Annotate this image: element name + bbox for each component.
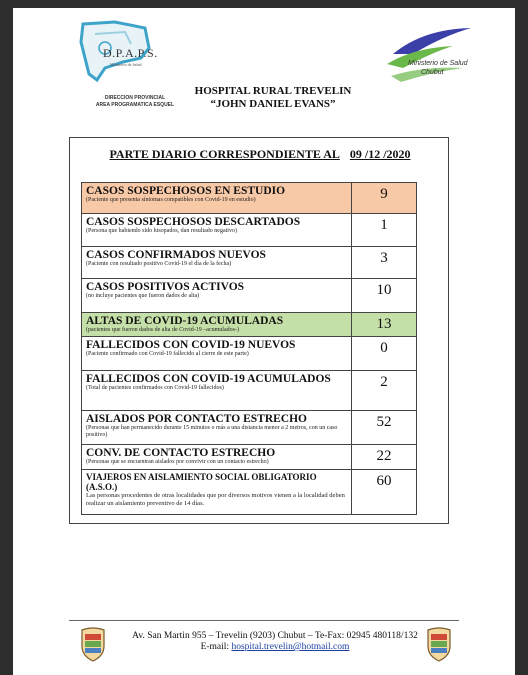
row-label: ALTAS DE COVID-19 ACUMULADAS [86,315,284,327]
ministerio-logo [383,24,473,84]
hospital-subname: “JOHN DANIEL EVANS” [210,98,336,110]
row-label: CASOS POSITIVOS ACTIVOS [86,281,245,293]
dpaps-caption-line2: AREA PROGRAMATICA ESQUEL [95,102,175,108]
row-value: 1 [380,217,388,233]
row-label-cell [82,183,352,213]
row-value: 22 [376,448,392,464]
row-label: CASOS SOSPECHOSOS DESCARTADOS [86,216,301,228]
row-value: 10 [376,282,392,298]
row-value: 0 [380,340,388,356]
row-label: CONV. DE CONTACTO ESTRECHO [86,447,276,459]
row-description: Las personas procedentes de otras localidades que por diversos motivos vienen a la localidad deben realizar un aislamiento preventivo de 14 días. [86,492,345,507]
row-description: (no incluye pacientes que fueron dados de alta) [86,293,200,299]
table-row [82,371,416,411]
table-row [82,183,416,214]
row-description: (Personas que han permanecido durante 15 minutos o más a una distancia menor a 2 metros, con un caso positivo) [86,425,338,438]
row-value: 52 [376,414,392,430]
row-value: 9 [380,186,388,202]
report-date: 09 /12 /2020 [349,147,411,161]
shield-crest-icon [426,626,452,662]
footer-email-line [125,642,425,653]
dpaps-logo-name: D.P.A.P.S. [103,46,158,60]
row-label-cell [82,247,352,278]
document-page [13,8,515,675]
hospital-name: HOSPITAL RURAL TREVELIN [194,85,352,97]
report-table [81,182,417,515]
report-title [85,147,435,162]
row-description: (pacientes que fueron dados de alta de Covid-19 –acumulados-) [86,327,239,333]
row-label-cell [82,337,352,370]
row-value: 13 [376,316,392,332]
row-description: (Paciente que presenta síntomas compatibles con Covid-19 en estudio) [86,197,256,203]
row-label-cell [82,279,352,312]
ministerio-line2: Chubut [421,69,444,76]
row-description: (Paciente con resultado positivo Covid-19 el día de la fecha) [86,261,232,267]
table-row [82,247,416,279]
footer-divider [69,620,459,621]
row-label: FALLECIDOS CON COVID-19 NUEVOS [86,339,296,351]
table-row [82,313,416,337]
row-label-cell [82,445,352,469]
table-row [82,470,416,514]
footer-email-label: E-mail: [200,642,230,652]
shield-crest-icon [80,626,106,662]
row-label: AISLADOS POR CONTACTO ESTRECHO [86,413,307,425]
report-title-text: PARTE DIARIO CORRESPONDIENTE AL [109,147,340,161]
ministerio-line1: Ministerio de Salud [408,60,468,67]
row-label: FALLECIDOS CON COVID-19 ACUMULADOS [86,373,331,385]
footer-contact [125,631,425,653]
row-label-cell [82,371,352,410]
row-description: (Total de pacientes confirmados con Covid-19 fallecidos) [86,385,224,391]
row-value: 3 [380,250,388,266]
dpaps-logo-subtitle: Ministerio de Salud [110,62,142,67]
dpaps-caption-line1: DIRECCION PROVINCIAL [104,95,166,101]
footer-address: Av. San Martin 955 – Trevelin (9203) Chubut – Te-Fax: 02945 480118/132 [132,631,418,641]
row-label-cell [82,214,352,246]
row-value: 2 [380,374,388,390]
table-row [82,411,416,445]
table-row [82,214,416,247]
footer-email-link[interactable]: hospital.trevelin@hotmail.com [231,642,350,652]
row-label-cell [82,313,352,336]
row-label-cell [82,470,352,514]
table-row [82,337,416,371]
table-row [82,445,416,470]
row-label: CASOS CONFIRMADOS NUEVOS [86,249,266,261]
row-description: (Paciente confirmado con Covid-19 fallecido al cierre de este parte) [86,351,249,357]
row-label-cell [82,411,352,444]
row-label: VIAJEROS EN AISLAMIENTO SOCIAL OBLIGATORIO (A.S.O.) [86,472,317,492]
table-row [82,279,416,313]
row-value: 60 [376,473,392,489]
row-label: CASOS SOSPECHOSOS EN ESTUDIO [86,185,286,197]
row-description: (Personas que se encuentran aislados por convivir con un contacto estrecho) [86,459,269,465]
row-description: (Persona que habiendo sido hisopados, dan resultado negativo) [86,228,237,234]
hospital-title [163,85,383,111]
